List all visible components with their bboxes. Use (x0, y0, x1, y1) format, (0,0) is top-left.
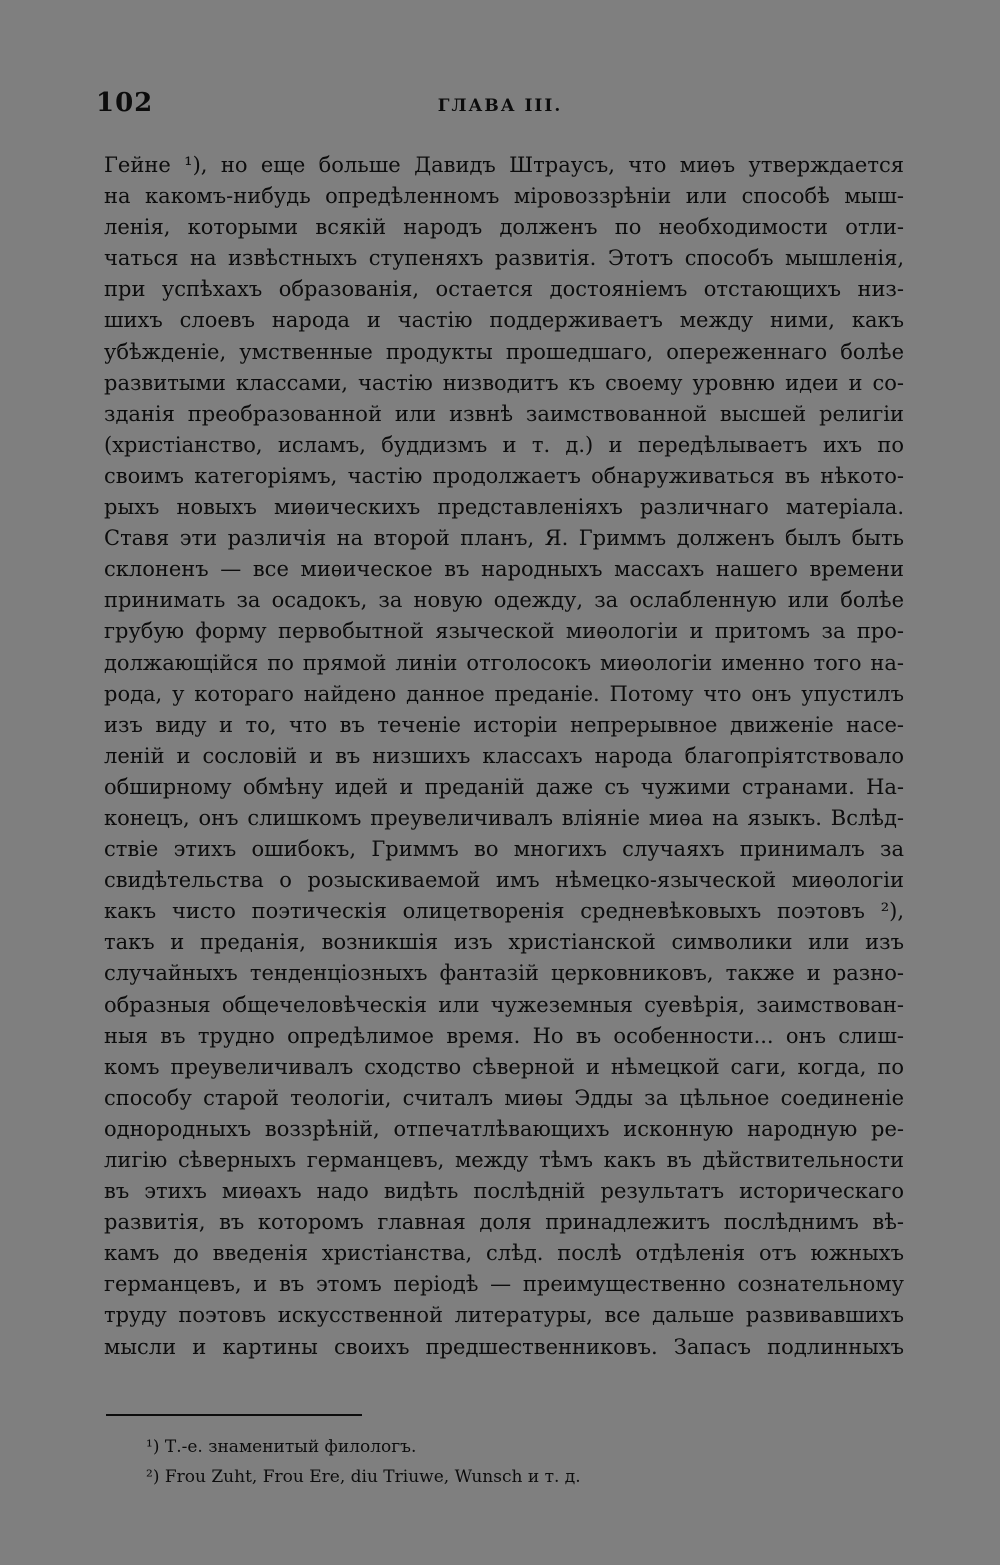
text-line: своимъ категоріямъ, частію продолжаетъ обнаруживаться въ нѣкото- (104, 463, 904, 488)
text-line: ленія, которыми всякій народъ долженъ по необходимости отли- (104, 215, 904, 240)
text-line: германцевъ, и въ этомъ періодѣ — преимущественно сознательному (104, 1272, 904, 1297)
text-line: изъ виду и то, что въ теченіе исторіи непрерывное движеніе насе- (104, 712, 904, 737)
text-line: (христіанство, исламъ, буддизмъ и т. д.) и передѣлываетъ ихъ по (104, 432, 904, 457)
footnote-divider (106, 1414, 362, 1416)
text-line: Ставя эти различія на второй планъ, Я. Гриммъ долженъ былъ быть (104, 526, 904, 551)
text-line: такъ и преданія, возникшія изъ христіанской символики или изъ (104, 930, 904, 955)
text-line: ныя въ трудно опредѣлимое время. Но въ особенности... онъ слиш- (104, 1023, 904, 1048)
text-line: свидѣтельства о розыскиваемой имъ нѣмецко-языческой миѳологіи (104, 868, 904, 893)
text-line: однородныхъ воззрѣній, отпечатлѣвающихъ исконную народную ре- (104, 1116, 904, 1141)
text-line: шихъ слоевъ народа и частію поддерживаетъ между ними, какъ (104, 308, 904, 333)
text-line: принимать за осадокъ, за новую одежду, за ослабленную или болѣе (104, 588, 904, 613)
footnote: ¹) Т.-е. знаменитый филологъ. (146, 1437, 417, 1457)
text-line: рыхъ новыхъ миѳическихъ представленіяхъ различнаго матеріала. (104, 495, 904, 520)
text-line: на какомъ-нибудь опредѣленномъ міровоззрѣніи или способѣ мыш- (104, 184, 904, 209)
text-line: какъ чисто поэтическія олицетворенія средневѣковыхъ поэтовъ ²), (104, 899, 904, 924)
text-line: случайныхъ тенденціозныхъ фантазій церковниковъ, также и разно- (104, 961, 904, 986)
text-line: леній и сословій и въ низшихъ классахъ народа благопріятствовало (104, 743, 904, 768)
text-line: конецъ, онъ слишкомъ преувеличивалъ вліяніе миѳа на языкъ. Вслѣд- (104, 805, 904, 830)
text-line: ствіе этихъ ошибокъ, Гриммъ во многихъ случаяхъ принималъ за (104, 837, 904, 862)
footnotes (146, 1432, 846, 1492)
text-line: мысли и картины своихъ предшественниковъ. Запасъ подлинныхъ (104, 1334, 904, 1359)
text-line: въ этихъ миѳахъ надо видѣть послѣдній результатъ историческаго (104, 1179, 904, 1204)
text-line: обширному обмѣну идей и преданій даже съ чужими странами. На- (104, 774, 904, 799)
text-line: при успѣхахъ образованія, остается достояніемъ отстающихъ низ- (104, 277, 904, 302)
text-line: склоненъ — все миѳическое въ народныхъ массахъ нашего времени (104, 557, 904, 582)
text-line: рода, у котораго найдено данное преданіе. Потому что онъ упустилъ (104, 681, 904, 706)
text-line: грубую форму первобытной языческой миѳологіи и притомъ за про- (104, 619, 904, 644)
text-line: должающійся по прямой линіи отголосокъ миѳологіи именно того на- (104, 650, 904, 675)
text-line: убѣжденіе, умственные продукты прошедшаго, опереженнаго болѣе (104, 339, 904, 364)
text-line: развитія, въ которомъ главная доля принадлежитъ послѣднимъ вѣ- (104, 1210, 904, 1235)
text-line: Гейне ¹), но еще больше Давидъ Штраусъ, что миѳъ утверждается (104, 153, 904, 177)
text-line: чаться на извѣстныхъ ступеняхъ развитія. Этотъ способъ мышленія, (104, 246, 904, 271)
text-line: труду поэтовъ искусственной литературы, все дальше развивавшихъ (104, 1303, 904, 1328)
text-line: способу старой теологіи, считалъ миѳы Эдды за цѣльное соединеніе (104, 1085, 904, 1110)
text-line: зданія преобразованной или извнѣ заимствованной высшей религіи (104, 401, 904, 426)
text-line: образныя общечеловѣческія или чужеземныя суевѣрія, заимствован- (104, 992, 904, 1017)
text-line: лигію сѣверныхъ германцевъ, между тѣмъ какъ въ дѣйствительности (104, 1148, 904, 1172)
text-line: камъ до введенія христіанства, слѣд. послѣ отдѣленія отъ южныхъ (104, 1241, 904, 1266)
footnote: ²) Frou Zuht, Frou Ere, diu Triuwe, Wunsch и т. д. (146, 1467, 581, 1487)
running-head: ГЛАВА III. (437, 96, 563, 116)
text-line: комъ преувеличивалъ сходство сѣверной и нѣмецкой саги, когда, по (104, 1054, 904, 1079)
body-text (104, 150, 904, 1363)
text-line: развитыми классами, частію низводитъ къ своему уровню идеи и со- (104, 370, 904, 395)
page-number: 102 (96, 88, 154, 118)
